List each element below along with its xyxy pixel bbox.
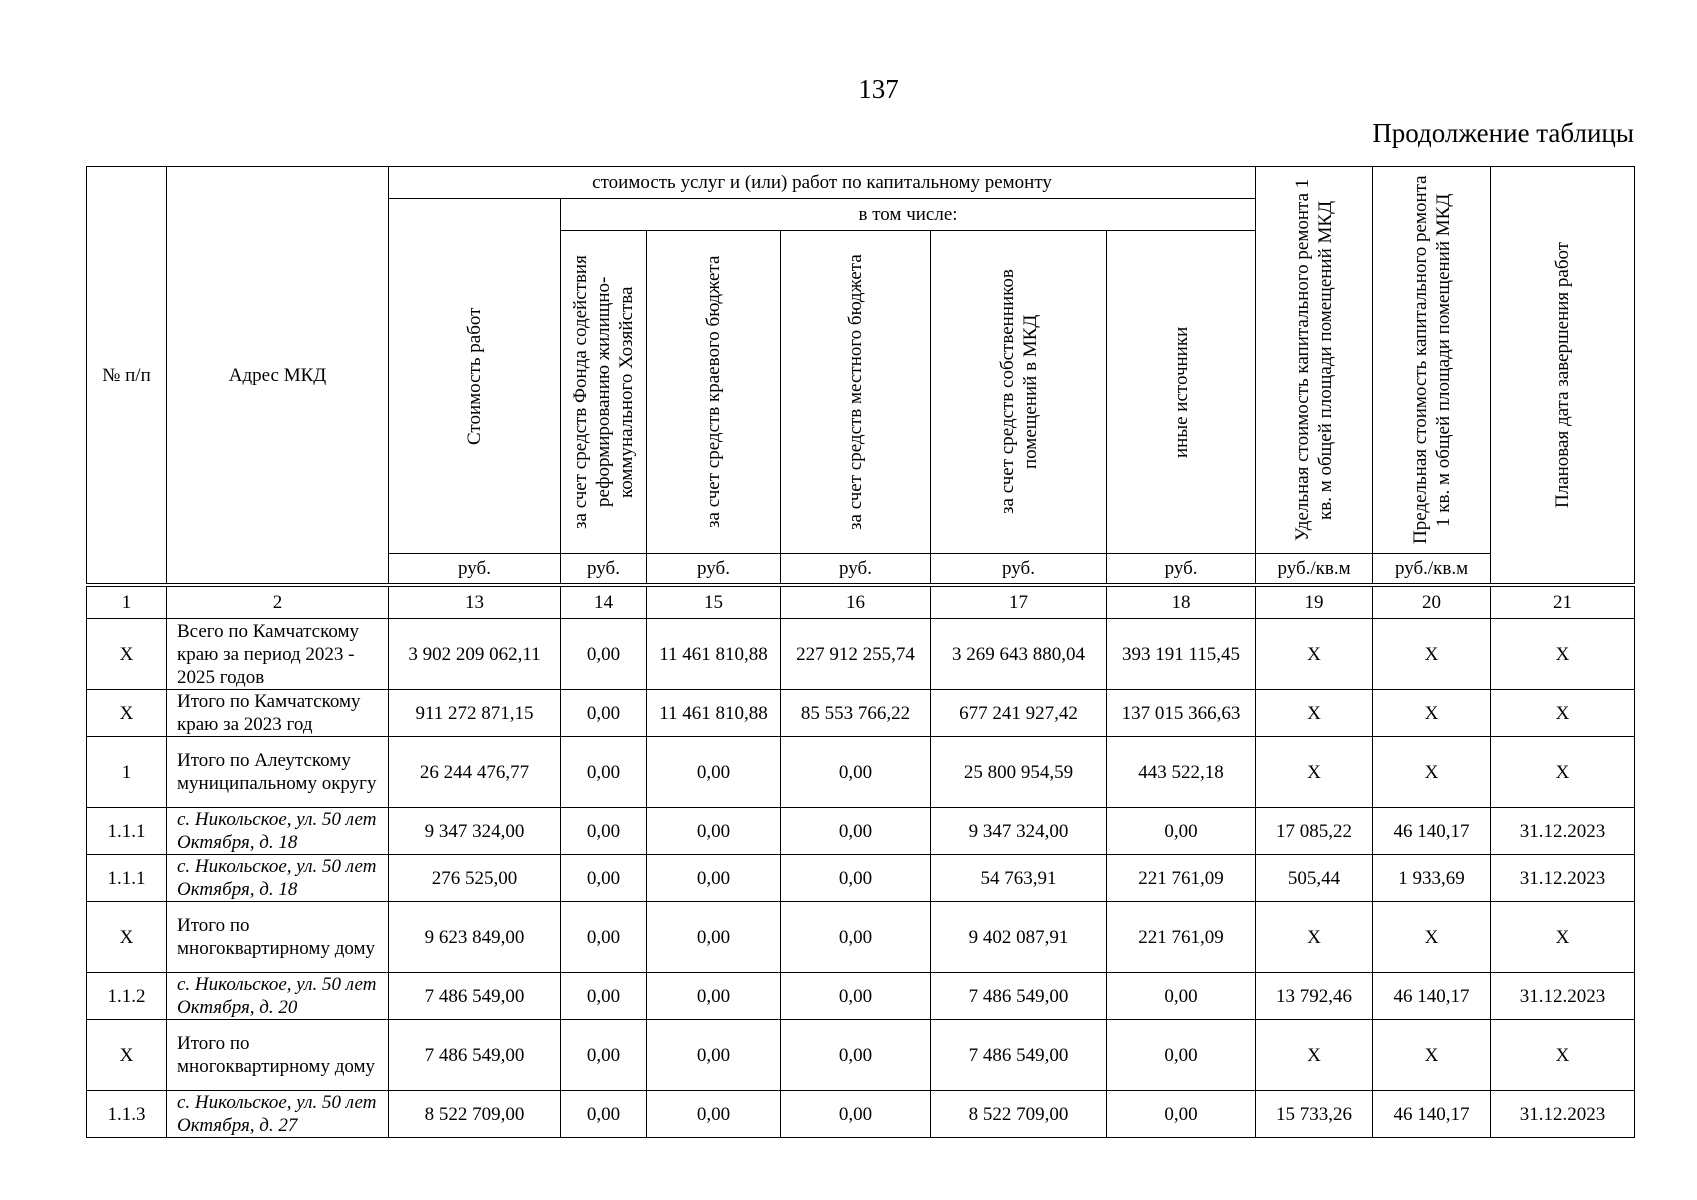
column-number-row (87, 587, 1635, 619)
row-owners: 7 486 549,00 (931, 973, 1107, 1020)
row-regional: 11 461 810,88 (647, 690, 781, 737)
table-row (87, 973, 1635, 1020)
other-label: иные источники (1170, 326, 1192, 458)
planned-date-header (1491, 167, 1635, 584)
unit-cell: руб. (647, 554, 781, 584)
row-address: с. Никольское, ул. 50 лет Октября, д. 20 (167, 973, 389, 1020)
column-number: 18 (1107, 587, 1256, 619)
row-planned-date: 31.12.2023 (1491, 855, 1635, 902)
row-planned-date: X (1491, 737, 1635, 808)
row-address: с. Никольское, ул. 50 лет Октября, д. 27 (167, 1091, 389, 1138)
column-number: 21 (1491, 587, 1635, 619)
row-fund: 0,00 (561, 737, 647, 808)
row-local: 0,00 (781, 855, 931, 902)
row-limit-cost: X (1373, 619, 1491, 690)
row-address: Итого по Алеутскому муниципальному округу (167, 737, 389, 808)
row-specific-cost: 505,44 (1256, 855, 1373, 902)
table-row (87, 808, 1635, 855)
row-limit-cost: X (1373, 690, 1491, 737)
row-owners: 677 241 927,42 (931, 690, 1107, 737)
row-regional: 0,00 (647, 973, 781, 1020)
specific-cost-header (1256, 167, 1373, 554)
row-owners: 9 347 324,00 (931, 808, 1107, 855)
local-label: за счет средств местного бюджета (845, 254, 866, 530)
column-number: 15 (647, 587, 781, 619)
column-number: 19 (1256, 587, 1373, 619)
fund-label: за счет средств Фонда содействия реформированию жилищно-коммунального Хозяйства (570, 255, 637, 529)
unit-cell: руб. (389, 554, 561, 584)
including-header: в том числе: (561, 199, 1256, 231)
row-number: 1.1.2 (87, 973, 167, 1020)
local-header (781, 231, 931, 554)
row-local: 0,00 (781, 902, 931, 973)
row-planned-date: 31.12.2023 (1491, 973, 1635, 1020)
cost-works-label: Стоимость работ (464, 307, 485, 445)
row-owners: 54 763,91 (931, 855, 1107, 902)
row-local: 0,00 (781, 973, 931, 1020)
row-planned-date: 31.12.2023 (1491, 808, 1635, 855)
row-owners: 3 269 643 880,04 (931, 619, 1107, 690)
continuation-label: Продолжение таблицы (1372, 118, 1634, 148)
row-limit-cost: 46 140,17 (1373, 973, 1491, 1020)
row-address: с. Никольское, ул. 50 лет Октября, д. 18 (167, 808, 389, 855)
row-limit-cost: 46 140,17 (1373, 808, 1491, 855)
table-row (87, 737, 1635, 808)
table-header (86, 166, 1635, 584)
row-number: X (87, 619, 167, 690)
owners-header (931, 231, 1107, 554)
table-row (87, 902, 1635, 973)
row-owners: 8 522 709,00 (931, 1091, 1107, 1138)
regional-label: за счет средств краевого бюджета (703, 255, 724, 529)
row-planned-date: X (1491, 619, 1635, 690)
unit-cell: руб./кв.м (1256, 554, 1373, 584)
unit-cell: руб. (931, 554, 1107, 584)
row-other: 0,00 (1107, 1091, 1256, 1138)
row-other: 0,00 (1107, 973, 1256, 1020)
owners-label: за счет средств собственников помещений в МКД (996, 269, 1041, 515)
row-local: 85 553 766,22 (781, 690, 931, 737)
table-row (87, 1091, 1635, 1138)
row-cost: 7 486 549,00 (389, 973, 561, 1020)
row-address: Всего по Камчатскому краю за период 2023 - 2025 годов (167, 619, 389, 690)
row-specific-cost: X (1256, 737, 1373, 808)
limit-cost-header (1373, 167, 1491, 554)
row-planned-date: X (1491, 902, 1635, 973)
row-regional: 11 461 810,88 (647, 619, 781, 690)
col-address-header: Адрес МКД (167, 167, 389, 584)
row-fund: 0,00 (561, 902, 647, 973)
column-number: 16 (781, 587, 931, 619)
row-limit-cost: X (1373, 1020, 1491, 1091)
row-specific-cost: 17 085,22 (1256, 808, 1373, 855)
row-owners: 25 800 954,59 (931, 737, 1107, 808)
row-fund: 0,00 (561, 1020, 647, 1091)
cost-group-header: стоимость услуг и (или) работ по капитальному ремонту (389, 167, 1256, 199)
row-fund: 0,00 (561, 690, 647, 737)
unit-cell: руб./кв.м (1373, 554, 1491, 584)
row-limit-cost: X (1373, 737, 1491, 808)
row-address: с. Никольское, ул. 50 лет Октября, д. 18 (167, 855, 389, 902)
row-cost: 3 902 209 062,11 (389, 619, 561, 690)
col-num-header: № п/п (87, 167, 167, 584)
row-cost: 276 525,00 (389, 855, 561, 902)
row-other: 393 191 115,45 (1107, 619, 1256, 690)
row-number: X (87, 902, 167, 973)
row-address: Итого по многоквартирному дому (167, 902, 389, 973)
row-number: 1.1.3 (87, 1091, 167, 1138)
row-cost: 7 486 549,00 (389, 1020, 561, 1091)
row-owners: 9 402 087,91 (931, 902, 1107, 973)
row-regional: 0,00 (647, 1020, 781, 1091)
table-body (86, 586, 1635, 1138)
unit-cell: руб. (561, 554, 647, 584)
column-number: 1 (87, 587, 167, 619)
cost-works-header (389, 199, 561, 554)
row-regional: 0,00 (647, 902, 781, 973)
row-number: X (87, 1020, 167, 1091)
row-specific-cost: X (1256, 1020, 1373, 1091)
row-cost: 911 272 871,15 (389, 690, 561, 737)
row-number: 1.1.1 (87, 855, 167, 902)
row-specific-cost: X (1256, 902, 1373, 973)
row-owners: 7 486 549,00 (931, 1020, 1107, 1091)
row-cost: 26 244 476,77 (389, 737, 561, 808)
row-specific-cost: X (1256, 619, 1373, 690)
row-other: 0,00 (1107, 1020, 1256, 1091)
row-number: 1.1.1 (87, 808, 167, 855)
row-address: Итого по Камчатскому краю за 2023 год (167, 690, 389, 737)
row-specific-cost: 13 792,46 (1256, 973, 1373, 1020)
other-header (1107, 231, 1256, 554)
row-local: 227 912 255,74 (781, 619, 931, 690)
row-fund: 0,00 (561, 855, 647, 902)
unit-cell: руб. (781, 554, 931, 584)
row-regional: 0,00 (647, 1091, 781, 1138)
unit-cell: руб. (1107, 554, 1256, 584)
row-planned-date: 31.12.2023 (1491, 1091, 1635, 1138)
row-fund: 0,00 (561, 1091, 647, 1138)
column-number: 13 (389, 587, 561, 619)
row-regional: 0,00 (647, 737, 781, 808)
row-planned-date: X (1491, 690, 1635, 737)
row-local: 0,00 (781, 737, 931, 808)
row-cost: 9 623 849,00 (389, 902, 561, 973)
row-limit-cost: X (1373, 902, 1491, 973)
column-number: 20 (1373, 587, 1491, 619)
row-local: 0,00 (781, 808, 931, 855)
row-number: 1 (87, 737, 167, 808)
planned-date-label: Плановая дата завершения работ (1552, 241, 1574, 509)
row-limit-cost: 1 933,69 (1373, 855, 1491, 902)
row-other: 137 015 366,63 (1107, 690, 1256, 737)
row-limit-cost: 46 140,17 (1373, 1091, 1491, 1138)
row-local: 0,00 (781, 1091, 931, 1138)
row-cost: 8 522 709,00 (389, 1091, 561, 1138)
table-row (87, 690, 1635, 737)
row-fund: 0,00 (561, 973, 647, 1020)
row-number: X (87, 690, 167, 737)
column-number: 2 (167, 587, 389, 619)
row-other: 221 761,09 (1107, 902, 1256, 973)
specific-cost-label: Удельная стоимость капитального ремонта 1 кв. м общей площади помещений МКД (1292, 178, 1337, 542)
regional-header (647, 231, 781, 554)
table-row (87, 855, 1635, 902)
row-other: 443 522,18 (1107, 737, 1256, 808)
table-row (87, 1020, 1635, 1091)
row-specific-cost: 15 733,26 (1256, 1091, 1373, 1138)
row-other: 221 761,09 (1107, 855, 1256, 902)
row-other: 0,00 (1107, 808, 1256, 855)
row-address: Итого по многоквартирному дому (167, 1020, 389, 1091)
row-regional: 0,00 (647, 855, 781, 902)
row-cost: 9 347 324,00 (389, 808, 561, 855)
row-regional: 0,00 (647, 808, 781, 855)
row-local: 0,00 (781, 1020, 931, 1091)
column-number: 17 (931, 587, 1107, 619)
column-number: 14 (561, 587, 647, 619)
page-number: 137 (858, 74, 899, 104)
fund-header (561, 231, 647, 554)
row-fund: 0,00 (561, 619, 647, 690)
row-planned-date: X (1491, 1020, 1635, 1091)
row-specific-cost: X (1256, 690, 1373, 737)
limit-cost-label: Предельная стоимость капитального ремонта 1 кв. м общей площади помещений МКД (1409, 175, 1454, 545)
row-fund: 0,00 (561, 808, 647, 855)
table-row (87, 619, 1635, 690)
